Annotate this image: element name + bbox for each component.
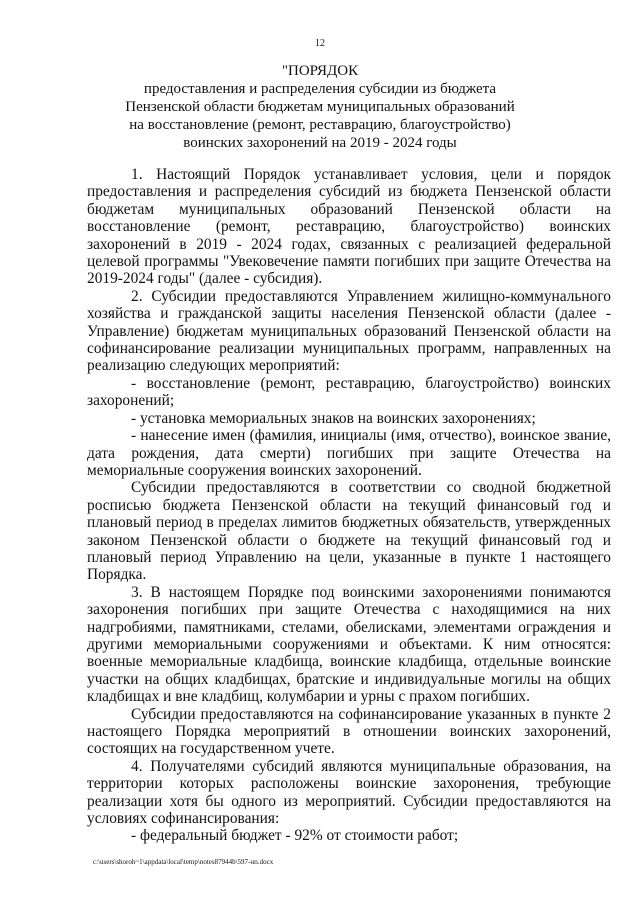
list-item: - восстановление (ремонт, реставрацию, благоустройство) воинских захоронений; xyxy=(87,374,611,410)
list-item: - нанесение имен (фамилия, инициалы (имя, отчество), воинское звание, дата рождения, дата смерти) погибших при защите Отечества на мемориальные сооружения воинских захоронений. xyxy=(87,427,611,479)
title-line: предоставления и распределения субсидии из бюджета xyxy=(143,81,497,97)
paragraph: 1. Настоящий Порядок устанавливает условия, цели и порядок предоставления и распределения субсидий из бюджета Пензенской области бюджетам муниципальных образований Пензенской области на восстановление (ремонт, реставрацию, благоустройство) воинских захоронений в 2019 - 2024 годах, связанных с реализацией федеральной целевой программы "Увековечение памяти погибших при защите Отечества на 2019-2024 годы" (далее - субсидия). xyxy=(87,166,611,288)
list-item: - установка мемориальных знаков на воинских захоронениях; xyxy=(131,409,536,427)
list-item: - федеральный бюджет - 92% от стоимости работ; xyxy=(131,827,459,845)
paragraph: 3. В настоящем Порядке под воинскими захоронениями понимаются захоронения погибших при защите Отечества с находящимися на них надгробиями, памятниками, стелами, обелисками, элементами ограждения и другими мемориальными сооружениями и объектами. К ним относятся: военные мемориальные кладбища, воинские кладбища, отдельные воинские участки на общих кладбищах, братские и индивидуальные могилы на общих кладбищах и вне кладбищ, колумбарии и урны с прахом погибших. xyxy=(87,583,611,706)
title-line: Пензенской области бюджетам муниципальных образований xyxy=(125,99,515,115)
title-line: воинских захоронений на 2019 - 2024 годы xyxy=(183,135,457,151)
paragraph: 4. Получателями субсидий являются муниципальные образования, на территории которых расположены воинские захоронения, требующие реализации хотя бы одного из мероприятий. Субсидии предоставляются на условиях софинансирования: xyxy=(87,757,611,828)
title-line: "ПОРЯДОК xyxy=(281,63,359,79)
document-title xyxy=(70,62,570,152)
document-body xyxy=(87,166,611,845)
page-number: 12 xyxy=(315,38,325,49)
footer-file-path: c:\users\shoroh~1\appdata\local\temp\notes87944b\597-нп.docx xyxy=(93,858,274,866)
paragraph: 2. Субсидии предоставляются Управлением жилищно-коммунального хозяйства и гражданской защиты населения Пензенской области (далее - Управление) бюджетам муниципальных образований Пензенской области на софинансирование реализации муниципальных программ, направленных на реализацию следующих мероприятий: xyxy=(87,287,611,375)
paragraph: Субсидии предоставляются на софинансирование указанных в пункте 2 настоящего Порядка мероприятий в отношении воинских захоронений, состоящих на государственном учете. xyxy=(87,705,611,758)
title-line: на восстановление (ремонт, реставрацию, благоустройство) xyxy=(129,117,511,133)
paragraph: Субсидии предоставляются в соответствии со сводной бюджетной росписью бюджета Пензенской области на текущий финансовый год и плановый период в пределах лимитов бюджетных обязательств, утвержденных законом Пензенской области о бюджете на текущий финансовый год и плановый период Управлению на цели, указанные в пункте 1 настоящего Порядка. xyxy=(87,479,611,584)
